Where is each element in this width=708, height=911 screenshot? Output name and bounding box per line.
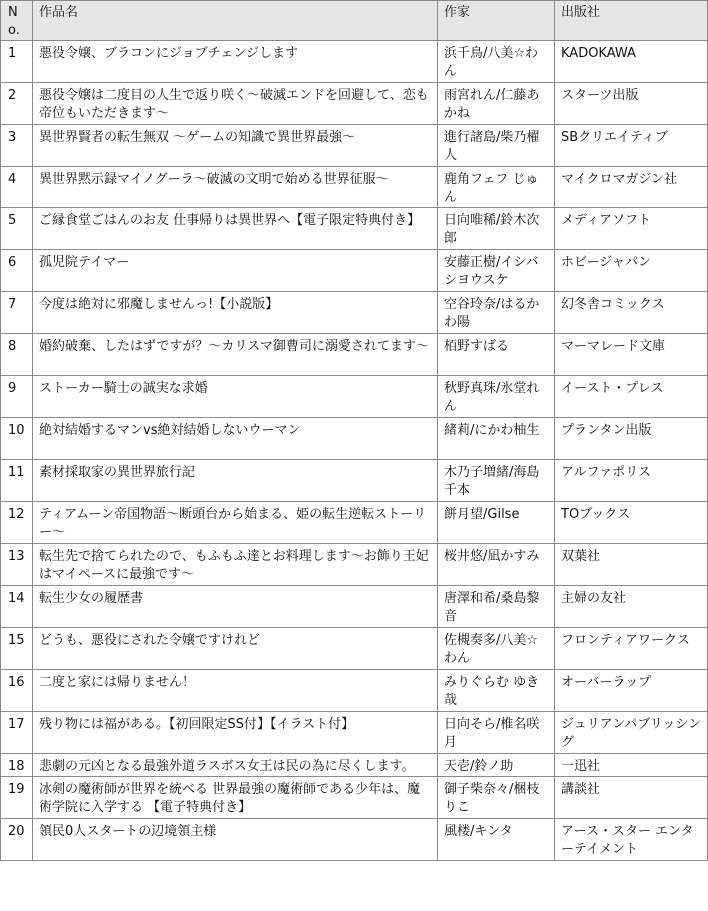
row-number: 7 <box>1 292 33 334</box>
row-title: 絶対結婚するマンvs絶対結婚しないウーマン <box>33 418 438 460</box>
row-author: 栢野すばる <box>438 334 555 376</box>
row-title: 孤児院テイマー <box>33 250 438 292</box>
row-author: 御子柴奈々/梱枝りこ <box>438 777 555 819</box>
row-number: 3 <box>1 125 33 167</box>
row-number: 6 <box>1 250 33 292</box>
row-title: ご縁食堂ごはんのお友 仕事帰りは異世界へ【電子限定特典付き】 <box>33 208 438 250</box>
row-publisher: メディアソフト <box>555 208 708 250</box>
row-author: 浜千鳥/八美☆わん <box>438 41 555 83</box>
row-author: 天壱/鈴ノ助 <box>438 754 555 777</box>
row-number: 20 <box>1 819 33 861</box>
row-number: 2 <box>1 83 33 125</box>
row-title: ティアムーン帝国物語～断頭台から始まる、姫の転生逆転ストーリー～ <box>33 502 438 544</box>
table-row <box>1 41 708 83</box>
row-publisher: 幻冬舎コミックス <box>555 292 708 334</box>
row-title: 悪役令嬢、ブラコンにジョブチェンジします <box>33 41 438 83</box>
row-author: 風楼/キンタ <box>438 819 555 861</box>
table-row <box>1 819 708 861</box>
row-number: 10 <box>1 418 33 460</box>
header-no: No. <box>1 1 33 41</box>
row-publisher: マーマレード文庫 <box>555 334 708 376</box>
row-author: 緒莉/にかわ柚生 <box>438 418 555 460</box>
row-publisher: アルファポリス <box>555 460 708 502</box>
row-publisher: スターツ出版 <box>555 83 708 125</box>
row-publisher: フロンティアワークス <box>555 628 708 670</box>
table-row <box>1 712 708 754</box>
row-publisher: イースト・プレス <box>555 376 708 418</box>
row-title: 転生少女の履歴書 <box>33 586 438 628</box>
row-title: 冰剣の魔術師が世界を統べる 世界最強の魔術師である少年は、魔術学院に入学する 【電子特典付き】 <box>33 777 438 819</box>
table-row <box>1 586 708 628</box>
table-row <box>1 250 708 292</box>
row-number: 8 <box>1 334 33 376</box>
row-author: 空谷玲奈/はるかわ陽 <box>438 292 555 334</box>
row-title: ストーカー騎士の誠実な求婚 <box>33 376 438 418</box>
row-title: どうも、悪役にされた令嬢ですけれど <box>33 628 438 670</box>
row-publisher: オーバーラップ <box>555 670 708 712</box>
table-row <box>1 125 708 167</box>
table-row <box>1 670 708 712</box>
row-author: 日向唯稀/鈴木次郎 <box>438 208 555 250</box>
row-publisher: 一迅社 <box>555 754 708 777</box>
table-row <box>1 334 708 376</box>
table-row <box>1 502 708 544</box>
row-title: 悪役令嬢は二度目の人生で返り咲く～破滅エンドを回避して、恋も帝位もいただきます～ <box>33 83 438 125</box>
row-author: みりぐらむ ゆき哉 <box>438 670 555 712</box>
row-author: 安藤正樹/イシバシヨウスケ <box>438 250 555 292</box>
row-author: 唐澤和希/桑島黎音 <box>438 586 555 628</box>
row-number: 14 <box>1 586 33 628</box>
row-number: 11 <box>1 460 33 502</box>
row-number: 17 <box>1 712 33 754</box>
row-author: 桜井悠/凪かすみ <box>438 544 555 586</box>
row-title: 領民0人スタートの辺境領主様 <box>33 819 438 861</box>
row-publisher: 講談社 <box>555 777 708 819</box>
row-title: 婚約破棄、したはずですが？～カリスマ御曹司に溺愛されてます～ <box>33 334 438 376</box>
row-number: 16 <box>1 670 33 712</box>
row-author: 秋野真珠/氷堂れん <box>438 376 555 418</box>
row-title: 転生先で捨てられたので、もふもふ達とお料理します～お飾り王妃はマイペースに最強です～ <box>33 544 438 586</box>
row-publisher: マイクロマガジン社 <box>555 167 708 208</box>
row-publisher: ジュリアンパブリッシング <box>555 712 708 754</box>
row-publisher: ホビージャパン <box>555 250 708 292</box>
row-title: 異世界賢者の転生無双 ～ゲームの知識で異世界最強～ <box>33 125 438 167</box>
row-title: 残り物には福がある。【初回限定SS付】【イラスト付】 <box>33 712 438 754</box>
table-row <box>1 544 708 586</box>
table-row <box>1 628 708 670</box>
header-title: 作品名 <box>33 1 438 41</box>
row-publisher: 主婦の友社 <box>555 586 708 628</box>
row-author: 木乃子増緒/海島千本 <box>438 460 555 502</box>
row-publisher: KADOKAWA <box>555 41 708 83</box>
row-publisher: 双葉社 <box>555 544 708 586</box>
table-row <box>1 167 708 208</box>
table-row <box>1 777 708 819</box>
row-title: 素材採取家の異世界旅行記 <box>33 460 438 502</box>
table-row <box>1 208 708 250</box>
row-number: 12 <box>1 502 33 544</box>
row-title: 二度と家には帰りません！ <box>33 670 438 712</box>
table-row <box>1 418 708 460</box>
header-author: 作家 <box>438 1 555 41</box>
row-number: 18 <box>1 754 33 777</box>
row-number: 4 <box>1 167 33 208</box>
header-publisher: 出版社 <box>555 1 708 41</box>
row-author: 日向そら/椎名咲月 <box>438 712 555 754</box>
row-author: 鹿角フェフ じゅん <box>438 167 555 208</box>
row-number: 9 <box>1 376 33 418</box>
row-number: 15 <box>1 628 33 670</box>
row-title: 異世界黙示録マイノグーラ～破滅の文明で始める世界征服～ <box>33 167 438 208</box>
table-row <box>1 754 708 777</box>
row-title: 悲劇の元凶となる最強外道ラスボス女王は民の為に尽くします。 <box>33 754 438 777</box>
table-row <box>1 292 708 334</box>
row-publisher: TOブックス <box>555 502 708 544</box>
row-publisher: プランタン出版 <box>555 418 708 460</box>
row-number: 19 <box>1 777 33 819</box>
row-number: 5 <box>1 208 33 250</box>
row-author: 進行諸島/柴乃櫂人 <box>438 125 555 167</box>
row-number: 1 <box>1 41 33 83</box>
row-author: 佐槻奏多/八美☆わん <box>438 628 555 670</box>
header-row <box>1 1 708 41</box>
row-publisher: アース・スター エンターテイメント <box>555 819 708 861</box>
table-row <box>1 83 708 125</box>
row-author: 餅月望/Gilse <box>438 502 555 544</box>
row-author: 雨宮れん/仁藤あかね <box>438 83 555 125</box>
row-title: 今度は絶対に邪魔しませんっ!【小説版】 <box>33 292 438 334</box>
table-row <box>1 376 708 418</box>
table-row <box>1 460 708 502</box>
row-publisher: SBクリエイティブ <box>555 125 708 167</box>
row-number: 13 <box>1 544 33 586</box>
